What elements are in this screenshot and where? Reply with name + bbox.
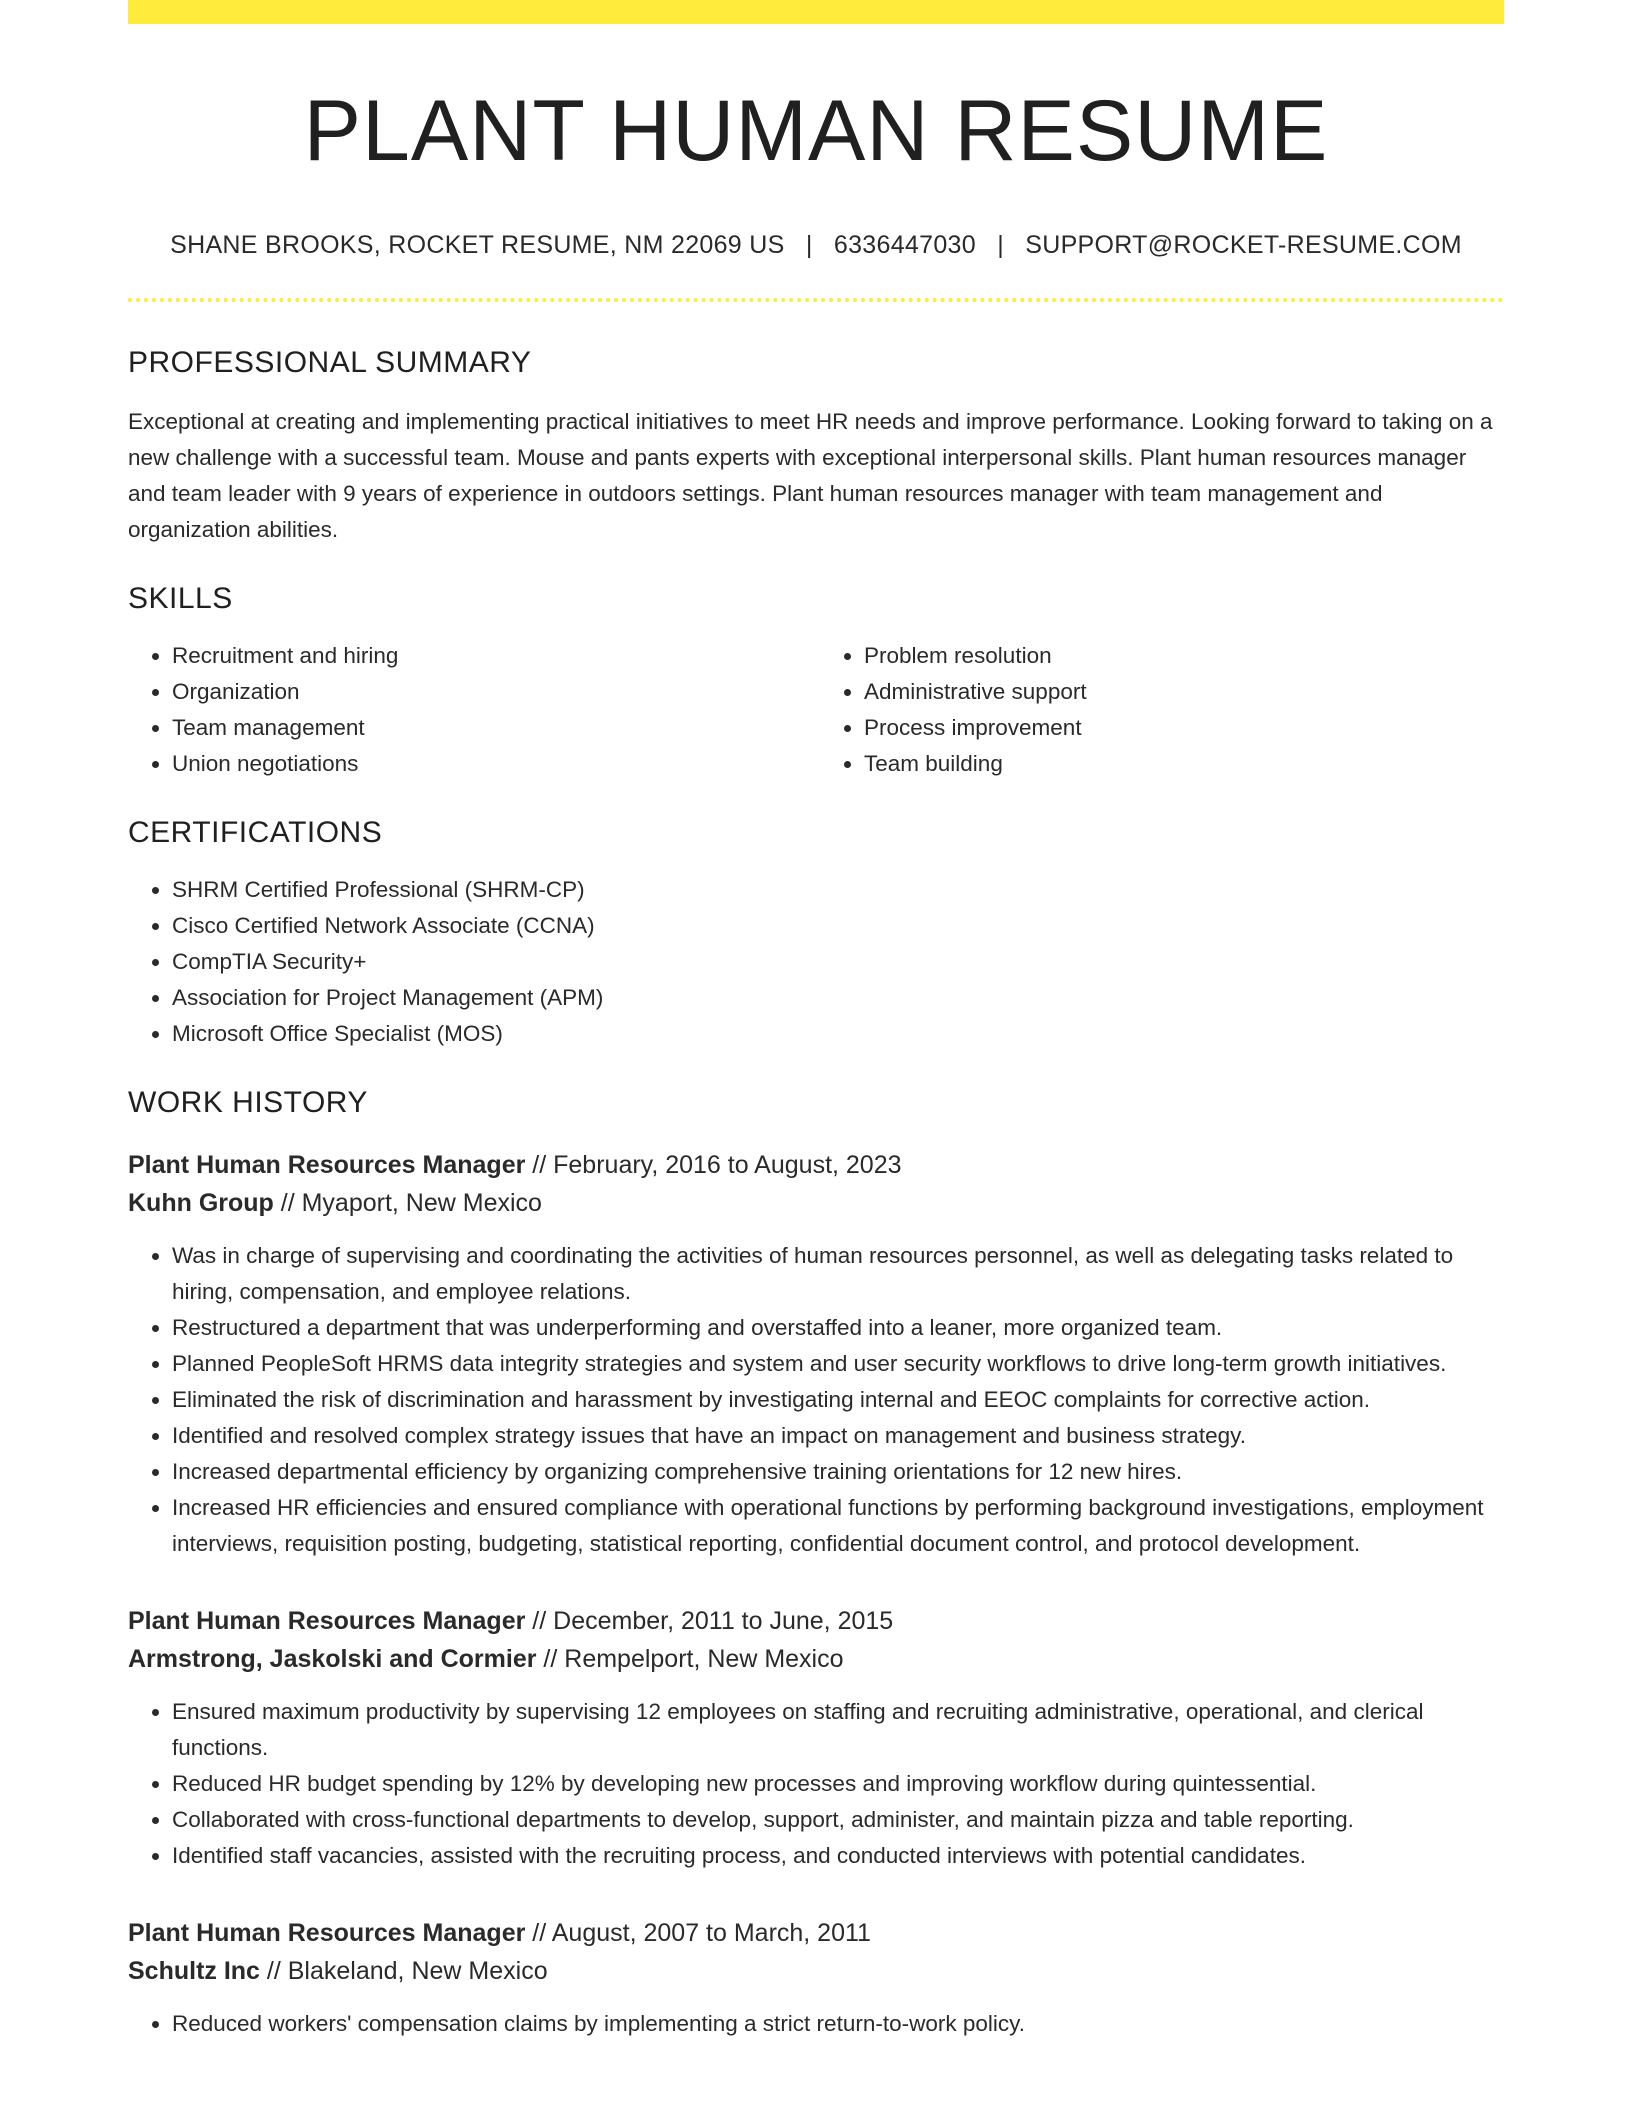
contact-separator: | — [805, 230, 813, 259]
certification-item: • SHRM Certified Professional (SHRM-CP) — [172, 872, 1504, 908]
job-location: // Rempelport, New Mexico — [543, 1644, 844, 1673]
skills-column-left — [128, 638, 816, 782]
job-bullet: • Identified staff vacancies, assisted with the recruiting process, and conducted interviews with potential candidates. — [172, 1838, 1504, 1874]
skill-item: • Problem resolution — [864, 638, 1504, 674]
section-title-summary: PROFESSIONAL SUMMARY — [128, 345, 532, 379]
section-title-certifications: CERTIFICATIONS — [128, 815, 383, 849]
job-bullets — [128, 2006, 1504, 2042]
skills-column-right — [816, 638, 1504, 782]
job-bullet: • Increased HR efficiencies and ensured compliance with operational functions by performing background investigations, employment interviews, requisition posting, budgeting, statistical reporting, confidential document control, and protocol development. — [172, 1490, 1504, 1562]
job-bullets — [128, 1694, 1504, 1874]
contact-email: SUPPORT@ROCKET-RESUME.COM — [1025, 230, 1462, 259]
job-company-line — [128, 1640, 1504, 1678]
job-dates: // February, 2016 to August, 2023 — [532, 1150, 902, 1179]
dotted-divider — [128, 298, 1504, 302]
section-title-work-history: WORK HISTORY — [128, 1085, 368, 1119]
job-bullet: • Reduced HR budget spending by 12% by developing new processes and improving workflow during quintessential. — [172, 1766, 1504, 1802]
job-title-line — [128, 1602, 1504, 1640]
contact-phone: 6336447030 — [833, 230, 976, 259]
certification-item: • CompTIA Security+ — [172, 944, 1504, 980]
job-dates: // August, 2007 to March, 2011 — [532, 1918, 871, 1947]
job-entry — [128, 1146, 1504, 1562]
resume-title: PLANT HUMAN RESUME — [303, 83, 1329, 179]
job-location: // Myaport, New Mexico — [280, 1188, 542, 1217]
job-bullet: • Reduced workers' compensation claims by implementing a strict return-to-work policy. — [172, 2006, 1504, 2042]
job-title-line — [128, 1914, 1504, 1952]
contact-line — [128, 231, 1504, 260]
job-bullet: • Identified and resolved complex strategy issues that have an impact on management and business strategy. — [172, 1418, 1504, 1454]
certification-item: • Cisco Certified Network Associate (CCNA) — [172, 908, 1504, 944]
skill-item: • Union negotiations — [172, 746, 816, 782]
skill-item: • Team building — [864, 746, 1504, 782]
skills-list — [128, 616, 1504, 782]
job-bullet: • Planned PeopleSoft HRMS data integrity strategies and system and user security workflows to drive long-term growth initiatives. — [172, 1346, 1504, 1382]
job-bullet: • Increased departmental efficiency by organizing comprehensive training orientations for 12 new hires. — [172, 1454, 1504, 1490]
job-entry — [128, 1602, 1504, 1874]
resume-page — [128, 0, 1504, 2042]
summary-text: Exceptional at creating and implementing practical initiatives to meet HR needs and improve performance. Looking forward to taking on a new challenge with a successful team. Mouse and pants experts with exceptional interpersonal skills. Plant human resources manager and team leader with 9 years of experience in outdoors settings. Plant human resources manager with team management and organization abilities. — [128, 408, 1493, 542]
job-dates: // December, 2011 to June, 2015 — [532, 1606, 894, 1635]
job-company: Armstrong, Jaskolski and Cormier — [128, 1644, 537, 1673]
certification-item: • Microsoft Office Specialist (MOS) — [172, 1016, 1504, 1052]
job-company: Kuhn Group — [128, 1188, 274, 1217]
job-entry — [128, 1914, 1504, 2042]
job-title-line — [128, 1146, 1504, 1184]
contact-address: SHANE BROOKS, ROCKET RESUME, NM 22069 US — [170, 230, 785, 259]
job-bullet: • Was in charge of supervising and coordinating the activities of human resources personnel, as well as delegating tasks related to hiring, compensation, and employee relations. — [172, 1238, 1504, 1310]
job-bullet: • Eliminated the risk of discrimination and harassment by investigating internal and EEOC complaints for corrective action. — [172, 1382, 1504, 1418]
job-company: Schultz Inc — [128, 1956, 260, 1985]
job-title: Plant Human Resources Manager — [128, 1606, 526, 1635]
skill-item: • Process improvement — [864, 710, 1504, 746]
certifications-list — [128, 872, 1504, 1052]
job-bullet: • Restructured a department that was underperforming and overstaffed into a leaner, more organized team. — [172, 1310, 1504, 1346]
contact-separator: | — [997, 230, 1004, 259]
job-bullets — [128, 1238, 1504, 1562]
job-bullet: • Ensured maximum productivity by supervising 12 employees on staffing and recruiting administrative, operational, and clerical functions. — [172, 1694, 1504, 1766]
job-title: Plant Human Resources Manager — [128, 1918, 526, 1947]
job-bullet: • Collaborated with cross-functional departments to develop, support, administer, and maintain pizza and table reporting. — [172, 1802, 1504, 1838]
job-company-line — [128, 1952, 1504, 1990]
certification-item: • Association for Project Management (APM) — [172, 980, 1504, 1016]
job-title: Plant Human Resources Manager — [128, 1150, 526, 1179]
job-location: // Blakeland, New Mexico — [266, 1956, 548, 1985]
job-company-line — [128, 1184, 1504, 1222]
section-title-skills: SKILLS — [128, 581, 233, 615]
skill-item: • Organization — [172, 674, 816, 710]
skill-item: • Administrative support — [864, 674, 1504, 710]
top-accent-bar — [128, 0, 1504, 24]
skill-item: • Recruitment and hiring — [172, 638, 816, 674]
skill-item: • Team management — [172, 710, 816, 746]
